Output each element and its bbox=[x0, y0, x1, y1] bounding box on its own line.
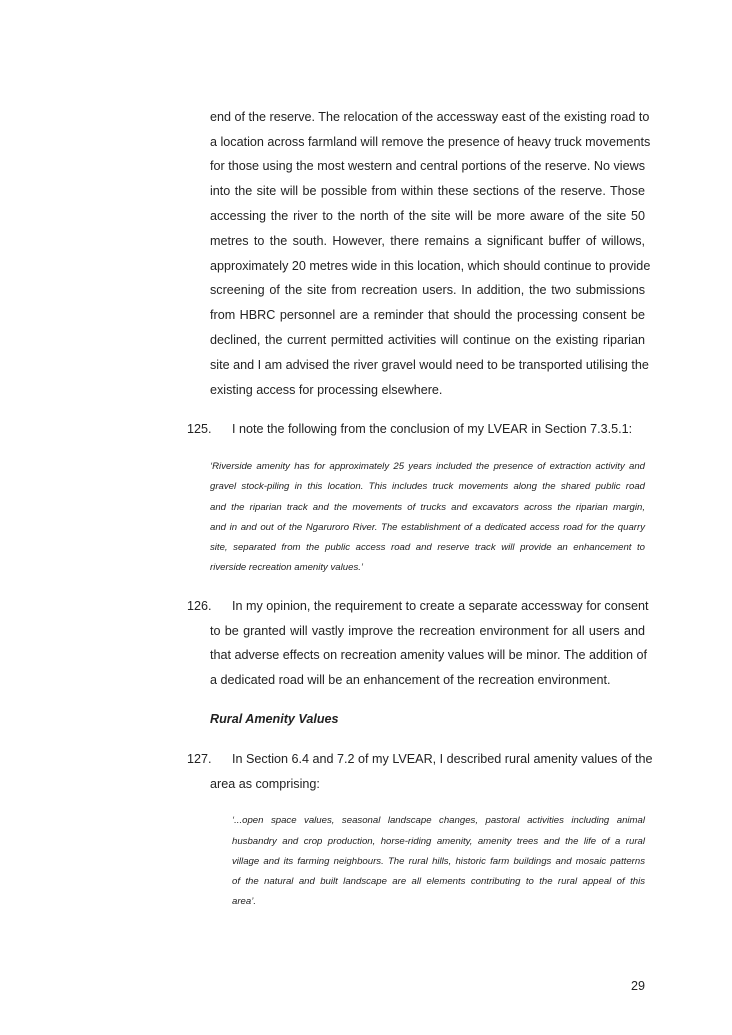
paragraph-line: a location across farmland will remove the presence of heavy truck movements bbox=[210, 135, 651, 149]
paragraph-line: that adverse effects on recreation amenity values will be minor. The addition of bbox=[210, 648, 648, 662]
quote-line: gravel stock-piling in this location. This includes truck movements along the shared public road bbox=[210, 481, 645, 492]
quote-line: ‘Riverside amenity has for approximately 25 years included the presence of extraction activity and bbox=[210, 461, 645, 472]
paragraph-line: accessing the river to the north of the site will be more aware of the site 50 bbox=[210, 209, 645, 223]
quote-line: site, separated from the public access road and reserve track will provide an enhancement to bbox=[210, 542, 645, 553]
quote-line: ‘...open space values, seasonal landscape changes, pastoral activities including animal bbox=[232, 815, 645, 826]
quote-line: area’. bbox=[232, 896, 256, 907]
paragraph-line: existing access for processing elsewhere. bbox=[210, 383, 443, 397]
paragraph-line: into the site will be possible from within these sections of the reserve. Those bbox=[210, 184, 645, 198]
quote-line: of the natural and built landscape are all elements contributing to the rural appeal of this bbox=[232, 876, 645, 887]
paragraph-line: screening of the site from recreation users. In addition, the two submissions bbox=[210, 283, 645, 297]
paragraph-line: site and I am advised the river gravel would need to be transported utilising the bbox=[210, 358, 649, 372]
paragraph-text: In Section 6.4 and 7.2 of my LVEAR, I described rural amenity values of the bbox=[232, 752, 653, 766]
page-number: 29 bbox=[631, 979, 646, 993]
quote-line: and the riparian track and the movements of trucks and excavators across the riparian margin, bbox=[210, 502, 645, 513]
quote-line: village and its farming neighbours. The rural hills, historic farm buildings and mosaic patterns bbox=[232, 856, 645, 867]
quote-line: husbandry and crop production, horse-riding amenity, amenity trees and the life of a rural bbox=[232, 836, 645, 847]
paragraph-text: In my opinion, the requirement to create a separate accessway for consent bbox=[232, 599, 649, 613]
paragraph-line: to be granted will vastly improve the recreation environment for all users and bbox=[210, 624, 645, 638]
paragraph-line: for those using the most western and central portions of the reserve. No views bbox=[210, 159, 645, 173]
paragraph-text: I note the following from the conclusion of my LVEAR in Section 7.3.5.1: bbox=[232, 422, 633, 436]
paragraph-line: metres to the south. However, there remains a significant buffer of willows, bbox=[210, 234, 645, 248]
paragraph-line: end of the reserve. The relocation of the accessway east of the existing road to bbox=[210, 110, 650, 124]
paragraph-line: from HBRC personnel are a reminder that should the processing consent be bbox=[210, 308, 645, 322]
quote-line: riverside recreation amenity values.’ bbox=[210, 562, 364, 573]
paragraph-line: declined, the current permitted activities will continue on the existing riparian bbox=[210, 333, 645, 347]
paragraph-line: approximately 20 metres wide in this location, which should continue to provide bbox=[210, 259, 651, 273]
quote-line: and in and out of the Ngaruroro River. The establishment of a dedicated access road for the quarry bbox=[210, 522, 645, 533]
paragraph-number: 126. bbox=[187, 599, 212, 613]
section-heading: Rural Amenity Values bbox=[210, 712, 339, 726]
paragraph-number: 127. bbox=[187, 752, 212, 766]
paragraph-number: 125. bbox=[187, 422, 212, 436]
paragraph-line: a dedicated road will be an enhancement of the recreation environment. bbox=[210, 673, 611, 687]
paragraph-line: area as comprising: bbox=[210, 777, 320, 791]
